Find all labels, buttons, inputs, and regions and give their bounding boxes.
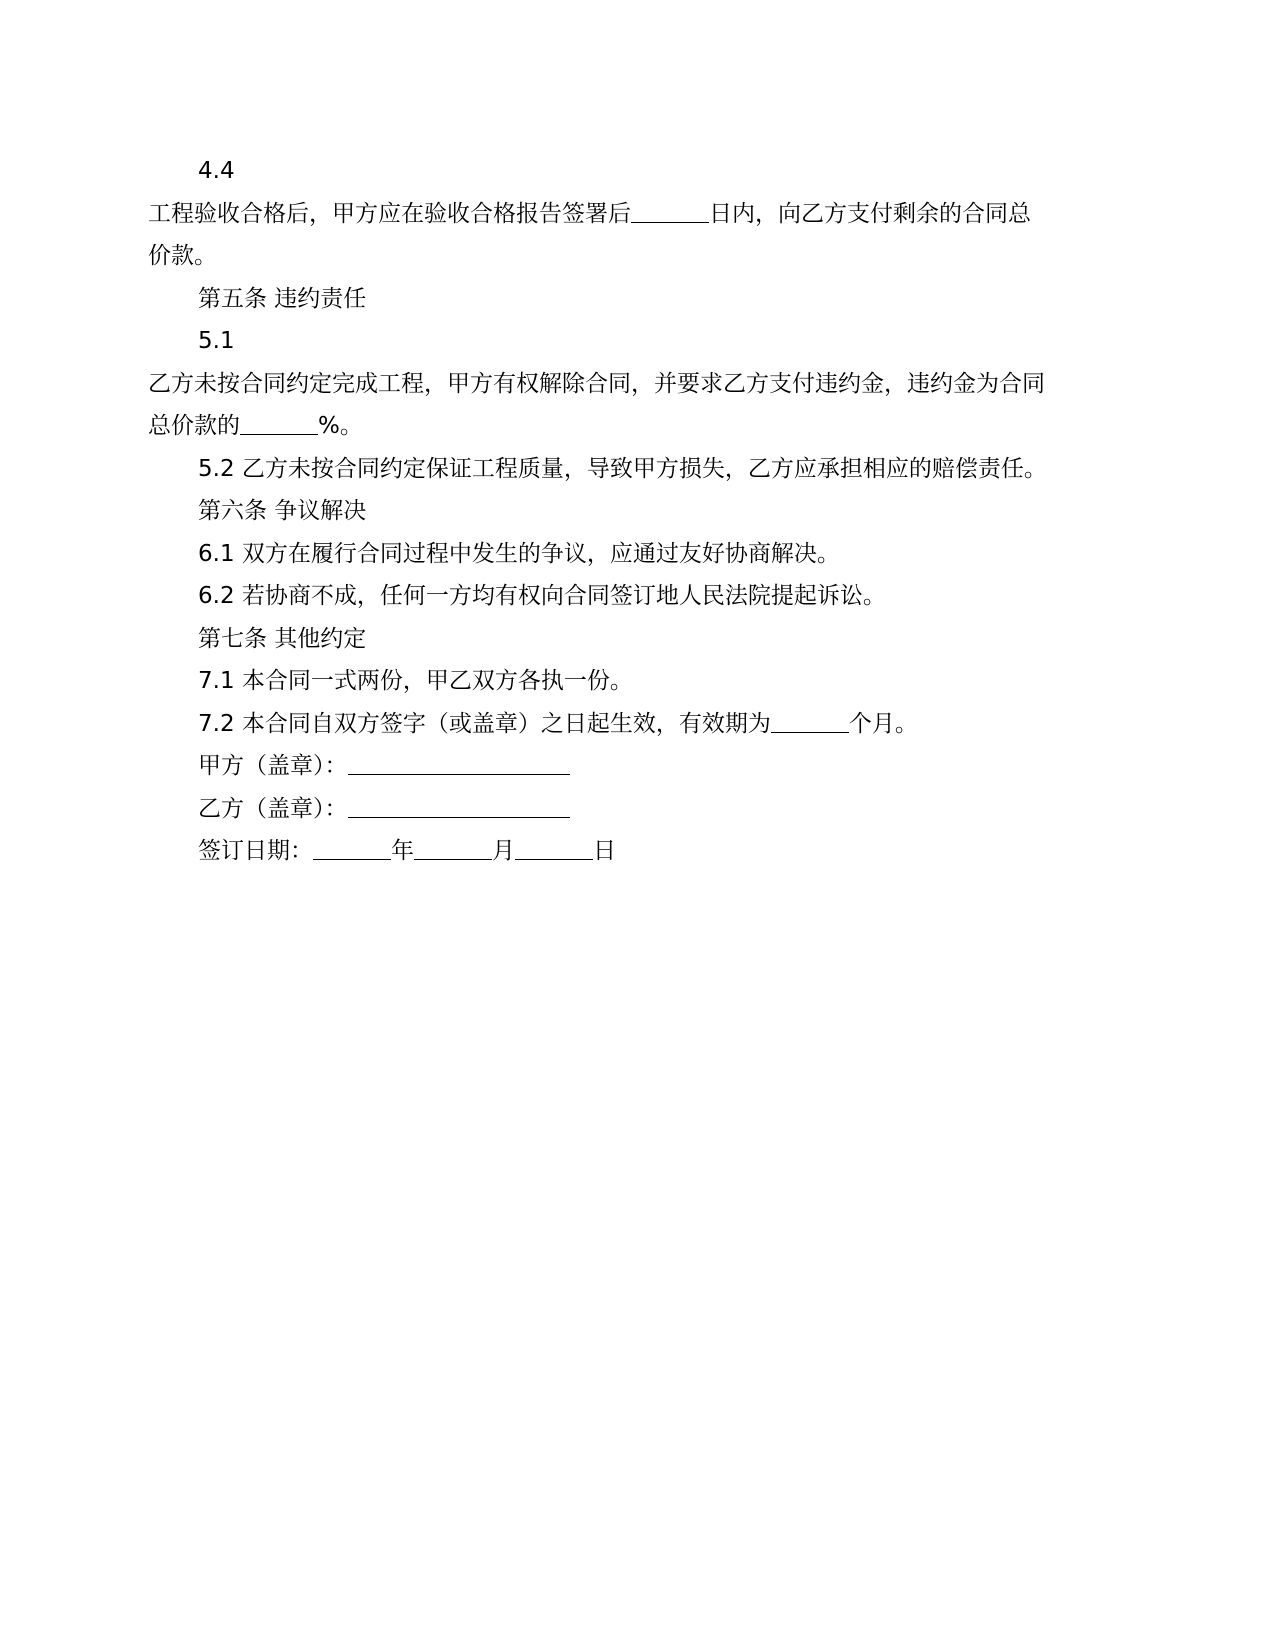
signature-party-a-label: 甲方（盖章）： xyxy=(198,753,348,779)
signature-party-a xyxy=(148,745,1148,788)
clause-5-1-line2 xyxy=(148,405,1148,448)
days-blank xyxy=(631,198,709,223)
clause-7-2-text-before: 7.2 本合同自双方签字（或盖章）之日起生效，有效期为 xyxy=(198,710,771,737)
signature-party-b xyxy=(148,788,1148,831)
clause-4-4-line1 xyxy=(148,193,1148,236)
day-label: 日 xyxy=(593,838,616,864)
article-5-title: 第五条 违约责任 xyxy=(198,285,367,312)
clause-5-1-line1: 乙方未按合同约定完成工程，甲方有权解除合同，并要求乙方支付违约金，违约金为合同 xyxy=(148,370,1045,397)
clause-7-2 xyxy=(148,703,1148,746)
clause-7-1: 7.1 本合同一式两份，甲乙双方各执一份。 xyxy=(198,668,633,694)
year-blank xyxy=(313,835,391,860)
months-blank xyxy=(771,708,849,733)
clause-4-4-line2: 价款。 xyxy=(148,243,217,269)
signature-party-b-label: 乙方（盖章）： xyxy=(198,795,348,822)
clause-4-4-text-before: 工程验收合格后，甲方应在验收合格报告签署后 xyxy=(148,200,631,227)
signature-party-a-blank xyxy=(348,750,570,775)
clause-5-1-number: 5.1 xyxy=(198,328,235,354)
clause-6-2: 6.2 若协商不成，任何一方均有权向合同签订地人民法院提起诉讼。 xyxy=(198,583,886,609)
sign-date-label: 签订日期： xyxy=(198,838,313,864)
clause-6-1: 6.1 双方在履行合同过程中发生的争议，应通过友好协商解决。 xyxy=(198,540,840,567)
contract-page xyxy=(148,150,1148,873)
day-blank xyxy=(515,835,593,860)
clause-5-2: 5.2 乙方未按合同约定保证工程质量，导致甲方损失，乙方应承担相应的赔偿责任。 xyxy=(198,455,1047,482)
signature-party-b-blank xyxy=(348,793,570,818)
clause-5-1-text-before: 总价款的 xyxy=(148,413,240,439)
sign-date xyxy=(148,830,1148,873)
clause-4-4-text-after: 日内，向乙方支付剩余的合同总 xyxy=(709,200,1031,227)
year-label: 年 xyxy=(391,838,414,864)
article-6-title: 第六条 争议解决 xyxy=(198,498,367,524)
clause-4-4-number: 4.4 xyxy=(198,158,235,184)
month-blank xyxy=(414,835,492,860)
percent-blank xyxy=(240,410,318,435)
article-7-title: 第七条 其他约定 xyxy=(198,625,367,652)
clause-7-2-text-after: 个月。 xyxy=(848,710,918,737)
month-label: 月 xyxy=(492,838,515,864)
clause-5-1-text-after: %。 xyxy=(318,413,363,439)
